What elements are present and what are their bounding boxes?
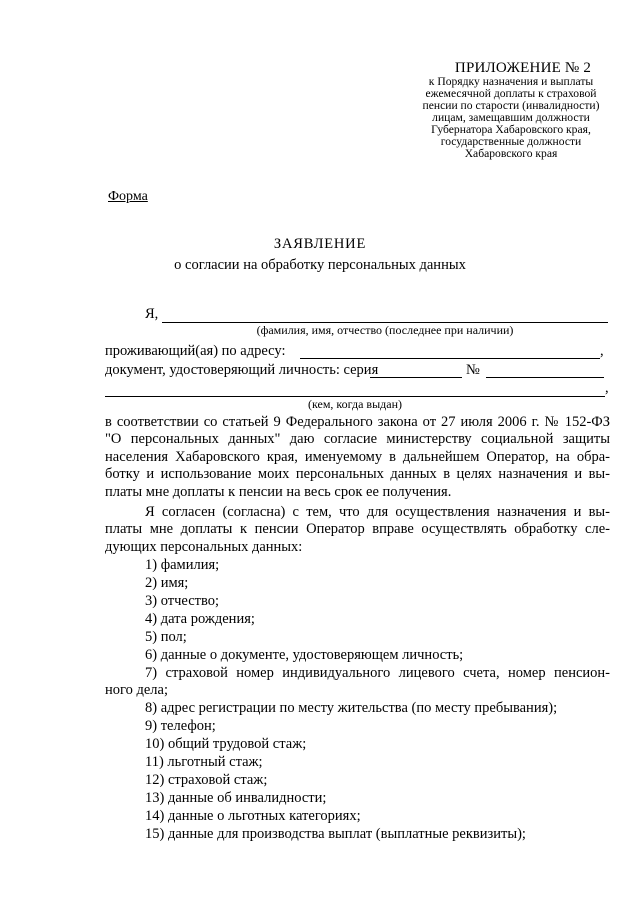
list-item: 4) дата рождения; <box>145 611 255 627</box>
appendix-title: ПРИЛОЖЕНИЕ № 2 <box>454 60 592 76</box>
issued-comma: , <box>605 380 609 396</box>
list-item: 15) данные для производства выплат (выплатные реквизиты); <box>145 826 526 842</box>
list-item: 3) отчество; <box>145 593 219 609</box>
paragraph-line: в соответствии со статьей 9 Федерального закона от 27 июля 2006 г. № 152-ФЗ <box>105 414 610 430</box>
consent-paragraph <box>105 414 610 501</box>
appendix-line: лицам, замещавшим должности <box>432 111 590 124</box>
number-field[interactable] <box>486 377 604 378</box>
name-hint: (фамилия, имя, отчество (последнее при наличии) <box>256 323 514 337</box>
list-item: 11) льготный стаж; <box>145 754 263 770</box>
list-item: 13) данные об инвалидности; <box>145 790 327 806</box>
agreement-paragraph <box>105 504 610 556</box>
appendix-line: ежемесячной доплаты к страховой <box>425 87 597 100</box>
list-item-continuation: ного дела; <box>105 682 168 699</box>
list-item: 5) пол; <box>145 629 187 645</box>
appendix-text <box>404 76 618 160</box>
appendix-line: Хабаровского края <box>464 147 558 160</box>
list-item: 6) данные о документе, удостоверяющем личность; <box>145 647 464 663</box>
list-item: 7) страховой номер индивидуального лицевого счета, номер пенсион- <box>145 665 610 681</box>
paragraph-line: платы мне доплаты к пенсии Оператор вправе осуществлять обработку сле- <box>105 521 610 538</box>
paragraph-line: дующих персональных данных: <box>105 538 303 555</box>
appendix-line: пенсии по старости (инвалидности) <box>422 99 600 112</box>
address-field[interactable] <box>300 358 600 359</box>
appendix-line: Губернатора Хабаровского края, <box>431 123 591 136</box>
list-item: 14) данные о льготных категориях; <box>145 808 361 824</box>
appendix-line: к Порядку назначения и выплаты <box>428 75 594 88</box>
list-item: 9) телефон; <box>145 718 216 734</box>
form-label: Форма <box>108 189 148 204</box>
address-label: проживающий(ая) по адресу: <box>105 343 286 359</box>
i-label: Я, <box>145 306 159 322</box>
document-subtitle: о согласии на обработку персональных данных <box>174 257 466 273</box>
list-item: 1) фамилия; <box>145 557 220 573</box>
list-item: 8) адрес регистрации по месту жительства (по месту пребывания); <box>145 700 558 716</box>
paragraph-line: ботку и использование моих персональных данных в целях назначения и вы- <box>105 466 610 483</box>
issued-hint: (кем, когда выдан) <box>307 397 402 411</box>
series-field[interactable] <box>370 377 462 378</box>
paragraph-line: населения Хабаровского края, именуемому в дальнейшем Оператор, на обра- <box>105 448 610 465</box>
number-label: № <box>466 362 480 378</box>
address-comma: , <box>600 343 604 359</box>
appendix-line: государственные должности <box>440 135 582 148</box>
list-item-wrapped <box>105 665 610 700</box>
list-item: 2) имя; <box>145 575 189 591</box>
document-label: документ, удостоверяющий личность: серия <box>105 362 379 378</box>
list-item: 12) страховой стаж; <box>145 772 268 788</box>
paragraph-line: Я согласен (согласна) с тем, что для осуществления назначения и вы- <box>145 504 610 520</box>
document-title: ЗАЯВЛЕНИЕ <box>273 236 367 252</box>
list-item: 10) общий трудовой стаж; <box>145 736 307 752</box>
paragraph-line: "О персональных данных" даю согласие министерству социальной защиты <box>105 431 610 448</box>
paragraph-line: платы мне доплаты к пенсии на весь срок ее получения. <box>105 483 452 500</box>
